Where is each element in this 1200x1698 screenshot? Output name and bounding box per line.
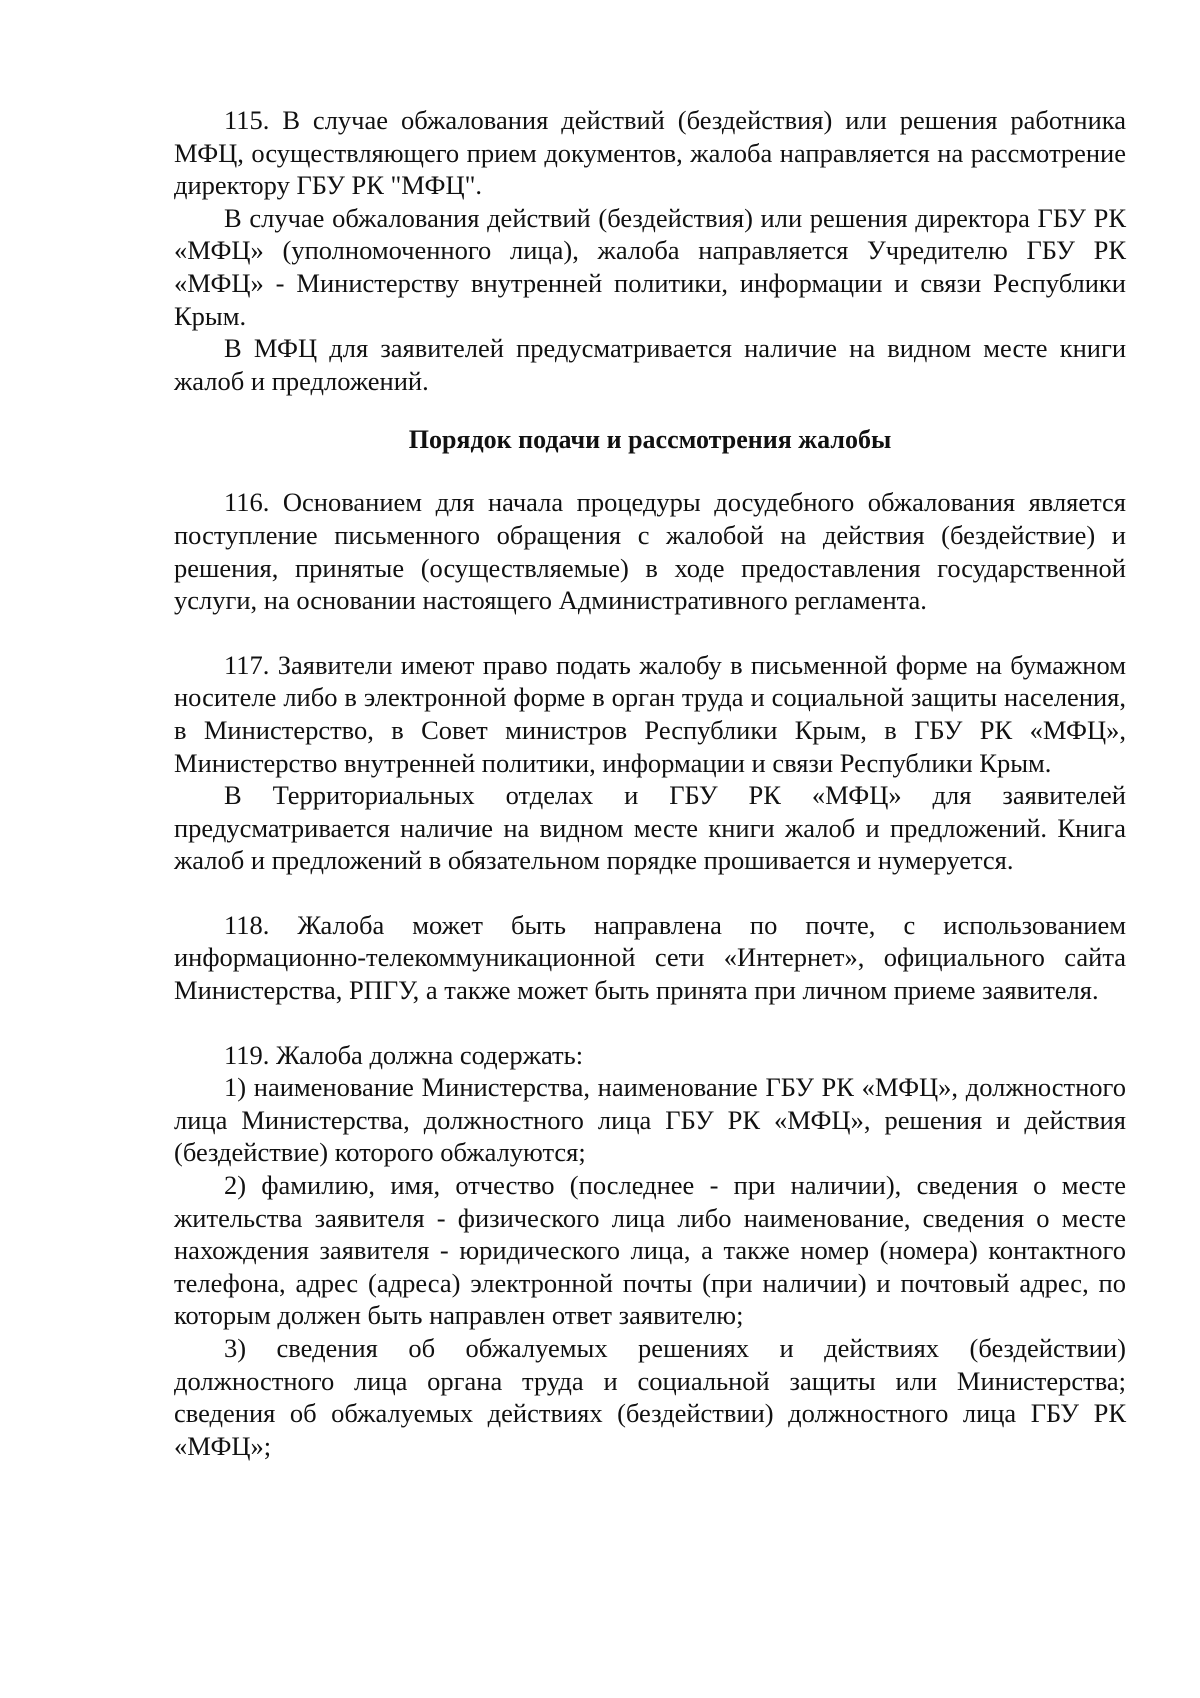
paragraph-115-complaint-book: В МФЦ для заявителей предусматривается наличие на видном месте книги жалоб и предложений.: [174, 333, 1126, 396]
document-page: [174, 104, 1126, 1462]
section-heading: Порядок подачи и рассмотрения жалобы: [408, 425, 892, 455]
paragraph-116: 116. Основанием для начала процедуры досудебного обжалования является поступление письменного обращения с жалобой на действия (бездействие) и решения, принятые (осуществляемые) в ходе предоставления государственной услуги, на основании настоящего Административного регламента.: [174, 487, 1126, 616]
section-118: [174, 909, 1126, 1007]
section-116: [174, 486, 1126, 616]
paragraph-118: 118. Жалоба может быть направлена по почте, с использованием информационно-телекоммуникационной сети «Интернет», официального сайта Министерства, РПГУ, а также может быть принята при личном приеме заявителя.: [174, 909, 1126, 1006]
list-item-1: 1) наименование Министерства, наименование ГБУ РК «МФЦ», должностного лица Министерства, должностного лица ГБУ РК «МФЦ», решения и действия (бездействие) которого обжалуются;: [174, 1072, 1126, 1168]
section-115: [174, 104, 1126, 397]
paragraph-117-complaint-book: В Территориальных отделах и ГБУ РК «МФЦ» для заявителей предусматривается наличие на видном месте книги жалоб и предложений. Книга жалоб и предложений в обязательном порядке прошивается и нумеруется.: [174, 780, 1126, 876]
section-119: [174, 1039, 1126, 1463]
paragraph-115: 115. В случае обжалования действий (бездействия) или решения работника МФЦ, осуществляющего прием документов, жалоба направляется на рассмотрение директору ГБУ РК "МФЦ".: [174, 105, 1126, 201]
list-item-3: 3) сведения об обжалуемых решениях и действиях (бездействии) должностного лица органа труда и социальной защиты или Министерства; сведения об обжалуемых действиях (бездействии) должностного лица ГБУ РК «МФЦ»;: [174, 1333, 1126, 1461]
list-item-2: 2) фамилию, имя, отчество (последнее - при наличии), сведения о месте жительства заявителя - физического лица либо наименование, сведения о месте нахождения заявителя - юридического лица, а также номер (номера) контактного телефона, адрес (адреса) электронной почты (при наличии) и почтовый адрес, по которым должен быть направлен ответ заявителю;: [174, 1170, 1126, 1331]
paragraph-119-intro: 119. Жалоба должна содержать:: [224, 1039, 584, 1070]
section-117: [174, 649, 1126, 877]
paragraph-115-director: В случае обжалования действий (бездействия) или решения директора ГБУ РК «МФЦ» (уполномоченного лица), жалоба направляется Учредителю ГБУ РК «МФЦ» - Министерству внутренней политики, информации и связи Республики Крым.: [174, 202, 1126, 331]
paragraph-117: 117. Заявители имеют право подать жалобу в письменной форме на бумажном носителе либо в электронной форме в орган труда и социальной защиты населения, в Министерство, в Совет министров Республики Крым, в ГБУ РК «МФЦ», Министерство внутренней политики, информации и связи Республики Крым.: [174, 649, 1126, 778]
